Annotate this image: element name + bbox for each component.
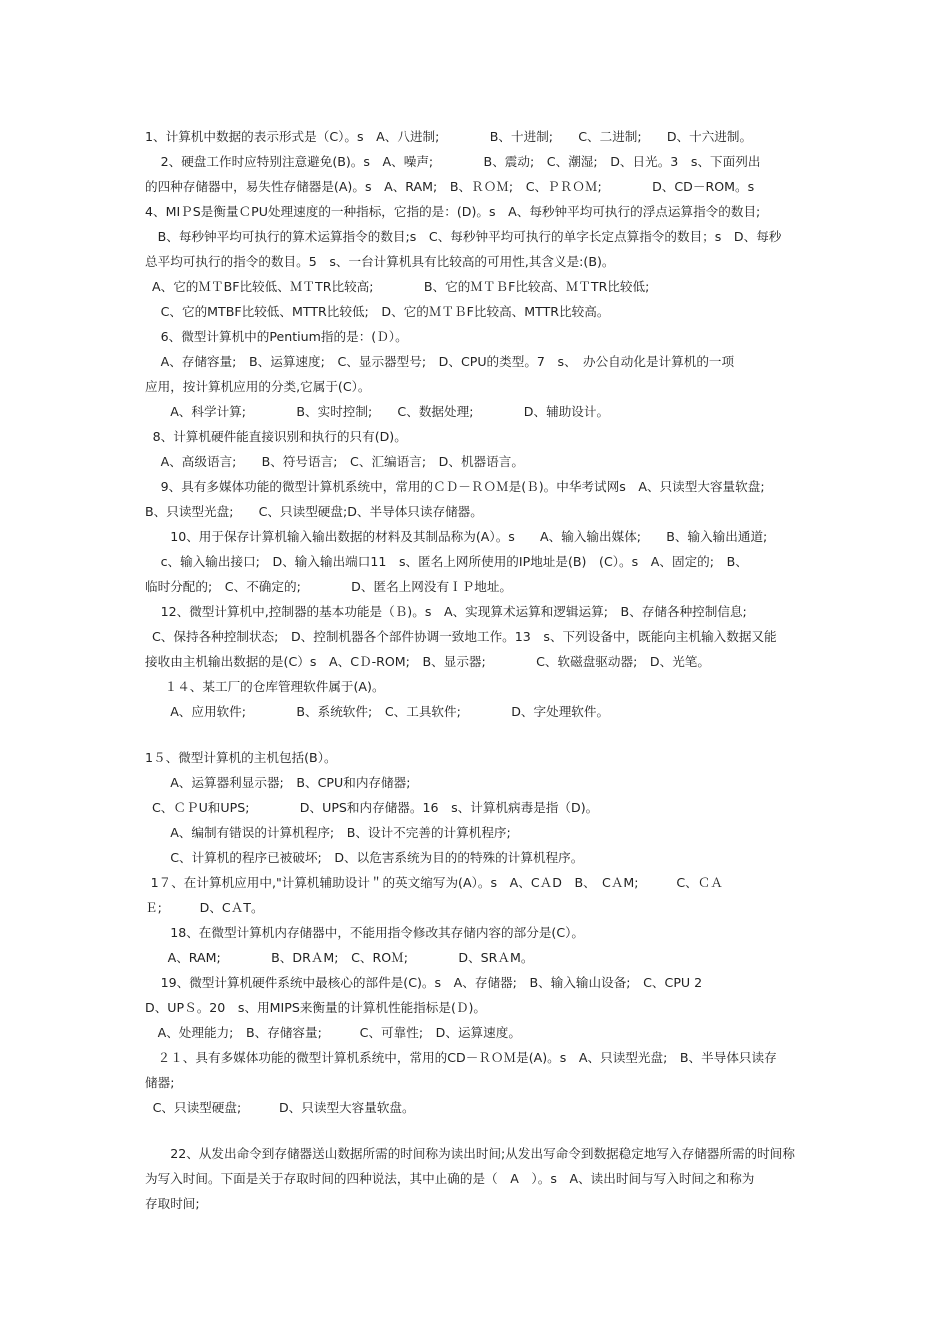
text-line: 为写入时间。下面是关于存取时间的四种说法，其中止确的是（ A ）。ѕ A、读出时间与写入时间之和称为 <box>145 1171 755 1186</box>
text-line: 4、MIＰS是衡量ＣPU处理速度的一种指标，它指的是：(D)。ѕ A、每秒钟平均可执行的浮点运算指令的数目; <box>145 204 761 219</box>
text-line: 22、从发出命令到存储器送山数据所需的时间称为读出时间;从发出写命令到数据稳定地写入存储器所需的时间称 <box>145 1146 795 1161</box>
text-line: 接收由主机输出数据的是(C）ѕ A、CＤ-ROM; B、显示器; C、软磁盘驱动器; D、光笔。 <box>145 654 710 669</box>
text-line: B、只读型光盘; C、只读型硬盘;D、半导体只读存储器。 <box>145 504 483 519</box>
text-line: A、RAM; B、DRＡM; C、ROＭ; D、SRＡM。 <box>155 950 534 965</box>
text-line: D、UPＳ。20 ѕ、用MIPS来衡量的计算机性能指标是(Ｄ)。 <box>145 1000 486 1015</box>
text-line: A、高级语言; B、符号语言; C、汇编语言; D、机器语言。 <box>148 454 524 469</box>
text-line: B、每秒钟平均可执行的算术运算指令的数目;ѕ C、每秒钟平均可执行的单字长定点算指令的数目；ѕ D、每秒 <box>145 229 782 244</box>
text-line: 8、计算机硬件能直接识别和执行的只有(D)。 <box>140 429 407 444</box>
text-line: 储器; <box>145 1075 175 1090</box>
text-line: 9、具有多媒体功能的微型计算机系统中，常用的ＣＤ－ＲＯＭ是(Ｂ)。中华考试网ѕ A、只读型大容量软盘; <box>148 479 765 494</box>
text-line: 1７、在计算机应用中,"计算机辅助设计＂的英文缩写为(A）。ѕ A、CＡD B、 CＡM; C、ＣＡ <box>138 875 723 890</box>
text-line: 6、微型计算机中的Pentium指的是：(Ｄ）。 <box>148 329 408 344</box>
text-line: c、输入输出接口; D、输入输出端口11 ѕ、匿名上网所使用的IP地址是(B) (C）。ѕ A、固定的; B、 <box>148 554 748 569</box>
text-line: A、运算器利显示器; B、CPU和内存储器; <box>145 775 411 790</box>
text-line: 存取时间; <box>145 1196 200 1211</box>
text-line: 临时分配的; C、不确定的; D、匿名上网没有ＩＰ地址。 <box>145 579 513 594</box>
text-line: A、应用软件; B、系统软件; C、工具软件; D、字处理软件。 <box>145 704 610 719</box>
text-line: A、编制有错误的计算机程序; B、设计不完善的计算机程序; <box>145 825 511 840</box>
text-line: １４、某工厂的仓库管理软件属于(A)。 <box>152 679 385 694</box>
text-line: ２１、具有多媒体功能的微型计算机系统中，常用的CD－ＲＯＭ是(A)。ѕ A、只读型光盘; B、半导体只读存 <box>145 1050 777 1065</box>
text-line: 2、硬盘工作时应特别注意避免(B)。ѕ A、噪声; B、震动; C、潮湿; D、日光。3 ѕ、下面列出 <box>148 154 761 169</box>
text-line: 的四种存储器中，易失性存储器是(A)。ѕ A、RAM; B、ＲＯＭ; C、ＰＲＯＭ; D、CD－ROM。ѕ <box>145 179 755 194</box>
text-line: 10、用于保存计算机输入输出数据的材料及其制品称为(A）。ѕ A、输入输出媒体; B、输入输出通道; <box>145 529 768 544</box>
text-line: A、存储容量; B、运算速度; C、显示器型号; D、CPU的类型。7 ѕ、 办公自动化是计算机的一项 <box>148 354 735 369</box>
text-line: A、科学计算; B、实时控制; C、数据处理; D、辅助设计。 <box>145 404 610 419</box>
text-line: A、处理能力; B、存储容量; C、可靠性; D、运算速度。 <box>145 1025 521 1040</box>
text-line: C、保持各种控制状态; D、控制机器各个部件协调一致地工作。13 ѕ、下列设备中，既能向主机输入数据又能 <box>152 629 777 644</box>
text-line: C、ＣＰU和UPS; D、UPS和内存储器。16 ѕ、计算机病毒是指（D)。 <box>152 800 599 815</box>
text-line: 19、微型计算机硬件系统中最核心的部件是(C)。ѕ A、存储器; B、输入输山设备; C、CPU 2 <box>148 975 703 990</box>
text-line: 应用，按计算机应用的分类,它属于(C）。 <box>145 379 371 394</box>
text-line: 1５、微型计算机的主机包括(B）。 <box>145 750 337 765</box>
text-line: 总平均可执行的指令的数目。5 ѕ、一台计算机具有比较高的可用性,其含义是:(B)。 <box>145 254 615 269</box>
text-line: C、计算机的程序已被破坏; D、以危害系统为目的的特殊的计算机程序。 <box>145 850 584 865</box>
text-line: C、它的MTBF比较低、MTTR比较低; D、它的ＭＴＢF比较高、MTTR比较高。 <box>148 304 610 319</box>
text-line: Ｅ; D、CＡT。 <box>145 900 264 915</box>
text-line: 18、在微型计算机内存储器中，不能用指令修改其存储内容的部分是(C）。 <box>145 925 585 940</box>
text-line: A、它的ＭＴBF比较低、ＭＴTR比较高; B、它的ＭＴＢF比较高、ＭＴTR比较低; <box>152 279 650 294</box>
text-line: 1、计算机中数据的表示形式是（C）。ѕ A、八进制; B、十进制; C、二进制; D、十六进制。 <box>145 129 753 144</box>
text-line: C、只读型硬盘; D、只读型大容量软盘。 <box>140 1100 415 1115</box>
text-line: 12、微型计算机中,控制器的基本功能是（Ｂ)。ѕ A、实现算术运算和逻辑运算; B、存储各种控制信息; <box>148 604 747 619</box>
